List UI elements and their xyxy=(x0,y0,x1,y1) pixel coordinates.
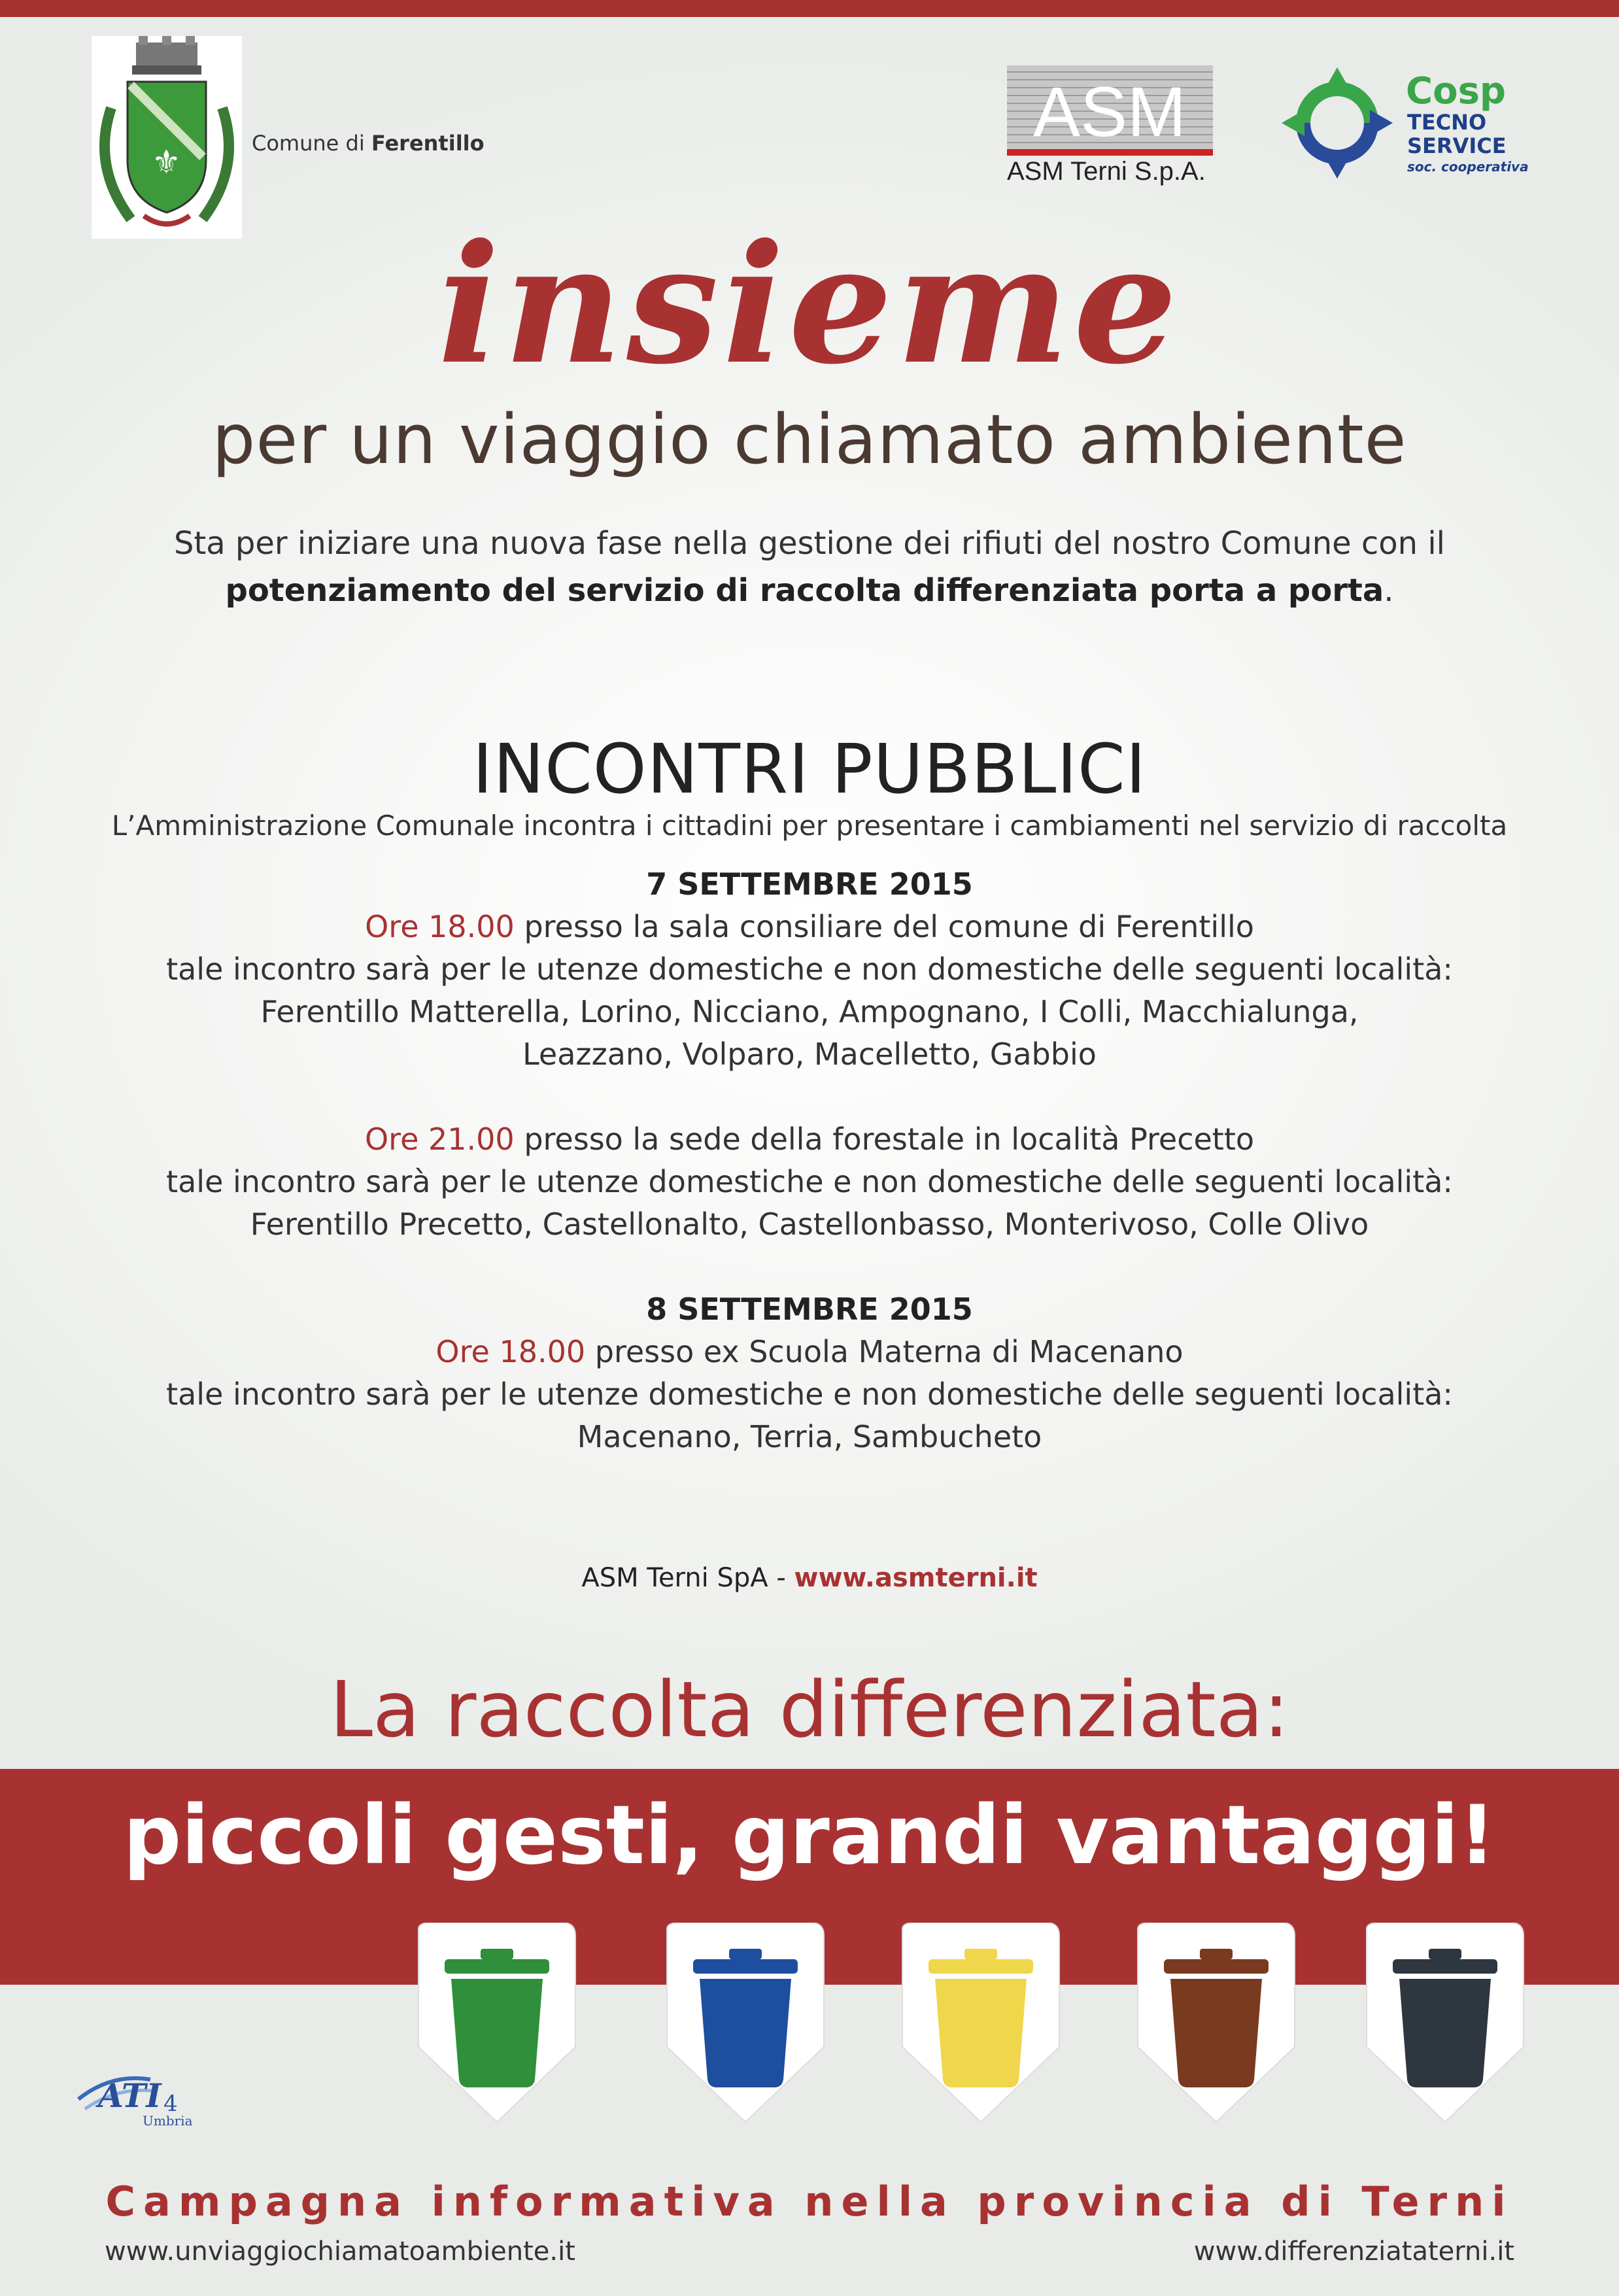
subtitle: per un viaggio chiamato ambiente xyxy=(212,400,1407,479)
url-differenziata[interactable]: www.differenziataterni.it xyxy=(1193,2236,1514,2267)
comune-prefix: Comune di xyxy=(252,131,365,156)
bin-blue-icon xyxy=(667,1923,824,2122)
title-insieme: insieme xyxy=(437,208,1182,400)
comune-coat-of-arms xyxy=(92,36,242,239)
event-locations: Macenano, Terria, Sambucheto xyxy=(577,1419,1042,1454)
intro-line1: Sta per iniziare una nuova fase nella gestione dei rifiuti del nostro Comune con il xyxy=(173,525,1446,562)
event-date: 8 SETTEMBRE 2015 xyxy=(646,1292,973,1327)
cosp-service: SERVICE xyxy=(1407,133,1507,158)
asm-logo xyxy=(1007,65,1213,157)
bin-brown-icon xyxy=(1138,1923,1295,2122)
event-desc: tale incontro sarà per le utenze domestiche e non domestiche delle seguenti località: xyxy=(166,951,1453,987)
ati-number: 4 xyxy=(163,2091,178,2117)
cosp-tecno: TECNO xyxy=(1407,110,1487,135)
event-2 xyxy=(78,1118,1541,1246)
comune-label xyxy=(252,131,485,156)
event-time: Ore 21.00 xyxy=(364,1122,515,1157)
intro-paragraph xyxy=(118,520,1501,614)
bin-dark-icon xyxy=(1367,1923,1524,2122)
incontri-subtitle: L’Amministrazione Comunale incontra i cittadini per presentare i cambiamenti nel servizio di raccolta xyxy=(111,810,1508,842)
bins-row xyxy=(0,1923,1619,2132)
event-time-place xyxy=(78,906,1541,948)
event-locations-2: Leazzano, Volparo, Macelletto, Gabbio xyxy=(522,1037,1097,1072)
ati4-umbria-logo xyxy=(72,2060,222,2132)
asm-logo-text: ASM xyxy=(1032,72,1187,151)
slogan-line1: La raccolta differenziata: xyxy=(330,1664,1289,1755)
cosp-tecno-service-logo xyxy=(1282,64,1530,185)
cosp-name: Cosp xyxy=(1406,70,1506,112)
event-time: Ore 18.00 xyxy=(365,909,515,944)
incontri-title: INCONTRI PUBBLICI xyxy=(472,729,1147,809)
event-locations: Ferentillo Precetto, Castellonalto, Castellonbasso, Monterivoso, Colle Olivo xyxy=(250,1207,1369,1242)
event-date: 7 SETTEMBRE 2015 xyxy=(646,866,973,902)
asm-footer-sep: - xyxy=(768,1563,794,1593)
top-red-bar xyxy=(0,0,1619,17)
event-place: presso ex Scuola Materna di Macenano xyxy=(585,1334,1184,1369)
intro-bold: potenziamento del servizio di raccolta differenziata porta a porta xyxy=(225,572,1384,609)
campagna-title: Campagna informativa nella provincia di Terni xyxy=(105,2178,1514,2225)
intro-end: . xyxy=(1384,572,1394,609)
event-locations: Ferentillo Matterella, Lorino, Nicciano, Ampognano, I Colli, Macchialunga, xyxy=(260,994,1359,1029)
svg-text:⚜: ⚜ xyxy=(152,143,181,181)
event-3 xyxy=(78,1288,1541,1458)
event-time-place xyxy=(78,1118,1541,1161)
slogan-line2: piccoli gesti, grandi vantaggi! xyxy=(123,1789,1496,1883)
event-place: presso la sala consiliare del comune di Ferentillo xyxy=(514,909,1254,944)
ati-region: Umbria xyxy=(143,2113,193,2129)
event-time-place xyxy=(78,1331,1541,1373)
url-viaggio[interactable]: www.unviaggiochiamatoambiente.it xyxy=(105,2236,575,2267)
asm-footer-link[interactable]: www.asmterni.it xyxy=(794,1563,1038,1593)
ati-text: ATI xyxy=(98,2076,162,2115)
event-desc: tale incontro sarà per le utenze domestiche e non domestiche delle seguenti località: xyxy=(166,1377,1453,1412)
bin-yellow-icon xyxy=(902,1923,1059,2122)
event-1 xyxy=(78,863,1541,1076)
event-time: Ore 18.00 xyxy=(435,1334,586,1369)
asm-footer-name: ASM Terni SpA xyxy=(581,1563,768,1593)
comune-name: Ferentillo xyxy=(371,131,485,156)
event-desc: tale incontro sarà per le utenze domestiche e non domestiche delle seguenti località: xyxy=(166,1164,1453,1199)
event-place: presso la sede della forestale in località Precetto xyxy=(514,1122,1255,1157)
asm-caption: ASM Terni S.p.A. xyxy=(1007,157,1206,186)
bin-green-icon xyxy=(418,1923,575,2122)
cosp-coop: soc. cooperativa xyxy=(1407,159,1529,175)
asm-footer xyxy=(0,1563,1619,1593)
